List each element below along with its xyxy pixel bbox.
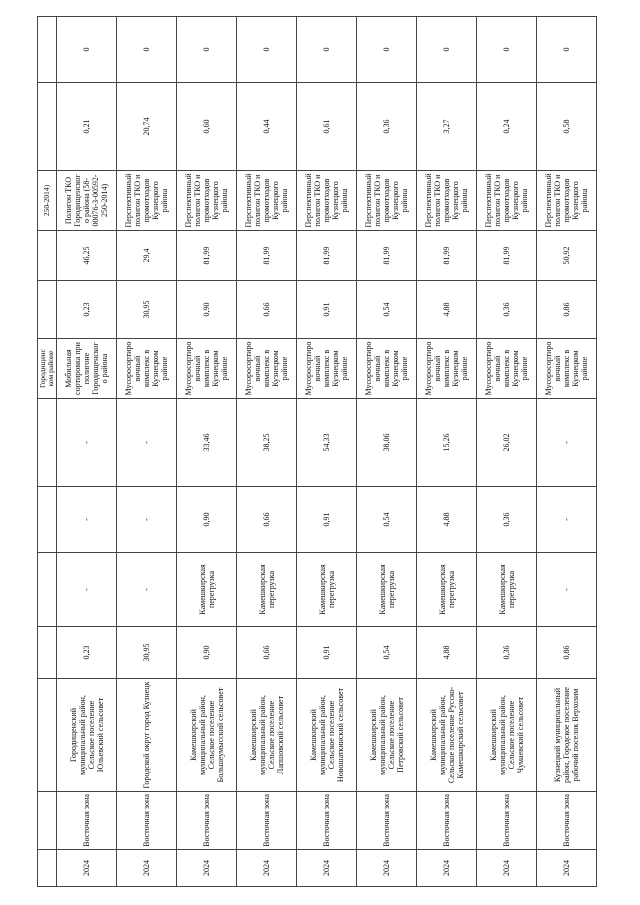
disposal-site-cell: Перспективный полигон ТКО и промотходов Кузнецкого района [417,171,477,231]
waste-volume-cell: 0,90 [177,627,237,679]
processing-volume-cell: 0,66 [237,281,297,339]
year-cell: 2024 [477,850,537,887]
zone-cell: Восточная зона [477,792,537,850]
header-cell-license: 250-2014) [38,171,57,231]
transfer-distance-cell: 54,33 [297,399,357,487]
transfer-volume-cell: 4,88 [417,487,477,553]
zone-cell: Восточная зона [297,792,357,850]
transfer-volume-cell: 0,66 [237,487,297,553]
municipality-cell: Камешкирский муниципальный район, Сельское поселение Новошаткинский сельсовет [297,679,357,792]
transfer-distance-cell: 15,26 [417,399,477,487]
year-cell: 2024 [177,850,237,887]
disposal-volume-cell: 0,61 [297,83,357,171]
disposal-volume-cell: 20,74 [117,83,177,171]
disposal-site-cell: Перспективный полигон ТКО и промотходов Кузнецкого района [537,171,597,231]
reuse-cell: 0 [357,17,417,83]
processing-facility-cell: Мусоросортировочный комплекс в Кузнецком районе [117,339,177,399]
header-cell-district: Городищенс ком районе [38,339,57,399]
transfer-volume-cell: - [57,487,117,553]
disposal-volume-cell: 0,58 [537,83,597,171]
waste-volume-cell: 0,91 [297,627,357,679]
transfer-station-cell: Камешкирская перегрузка [477,553,537,627]
processing-volume-cell: 0,91 [297,281,357,339]
transfer-distance-cell: 33,46 [177,399,237,487]
transfer-volume-cell: 0,90 [177,487,237,553]
header-cell [38,850,57,887]
transfer-volume-cell: - [117,487,177,553]
transfer-station-cell: - [57,553,117,627]
processing-facility-cell: Мобильная сортировка при полигоне Городищенского района [57,339,117,399]
reuse-cell: 0 [57,17,117,83]
processing-facility-cell: Мусоросортировочный комплекс в Кузнецком районе [177,339,237,399]
transfer-volume-cell: 0,36 [477,487,537,553]
header-cell [38,231,57,281]
header-cell [38,281,57,339]
municipality-cell: Камешкирский муниципальный район, Сельское поселение Русско-Камешкирский сельсовет [417,679,477,792]
table-row [237,17,297,887]
year-cell: 2024 [297,850,357,887]
processing-distance-cell: 46,25 [57,231,117,281]
processing-volume-cell: 0,23 [57,281,117,339]
year-cell: 2024 [417,850,477,887]
processing-distance-cell: 29,4 [117,231,177,281]
zone-cell: Восточная зона [537,792,597,850]
table-row [537,17,597,887]
year-cell: 2024 [237,850,297,887]
processing-distance-cell: 81,99 [297,231,357,281]
processing-volume-cell: 0,90 [177,281,237,339]
reuse-cell: 0 [477,17,537,83]
municipality-cell: Городищенский муниципальный район, Сельское поселение Юльевский сельсовет [57,679,117,792]
processing-distance-cell: 81,99 [237,231,297,281]
table-row [297,17,357,887]
waste-volume-cell: 0,54 [357,627,417,679]
year-cell: 2024 [117,850,177,887]
table-row [177,17,237,887]
disposal-site-cell: Перспективный полигон ТКО и промотходов Кузнецкого района [177,171,237,231]
header-cell [38,83,57,171]
table-row [117,17,177,887]
table-row [417,17,477,887]
table-body [38,17,597,887]
zone-cell: Восточная зона [177,792,237,850]
reuse-cell: 0 [297,17,357,83]
waste-volume-cell: 0,86 [537,627,597,679]
reuse-cell: 0 [537,17,597,83]
municipality-cell: Камешкирский муниципальный район, Сельское поселение Петровский сельсовет [357,679,417,792]
transfer-volume-cell: 0,91 [297,487,357,553]
table-row [477,17,537,887]
waste-volume-cell: 0,23 [57,627,117,679]
municipality-cell: Городской округ город Кузнецк [117,679,177,792]
header-cell [38,487,57,553]
transfer-distance-cell: - [57,399,117,487]
disposal-volume-cell: 3,27 [417,83,477,171]
transfer-distance-cell: - [117,399,177,487]
waste-flow-table [37,16,597,887]
transfer-station-cell: Камешкирская перегрузка [177,553,237,627]
transfer-distance-cell: 26,02 [477,399,537,487]
transfer-volume-cell: 0,54 [357,487,417,553]
table-row [57,17,117,887]
municipality-cell: Камешкирский муниципальный район, Сельское поселение Большеумысский сельсовет [177,679,237,792]
transfer-volume-cell: - [537,487,597,553]
header-cell [38,17,57,83]
transfer-station-cell: - [537,553,597,627]
header-cell [38,792,57,850]
header-row [38,17,57,887]
table-row [357,17,417,887]
zone-cell: Восточная зона [237,792,297,850]
transfer-distance-cell: 38,06 [357,399,417,487]
header-cell [38,399,57,487]
processing-volume-cell: 30,95 [117,281,177,339]
waste-volume-cell: 4,88 [417,627,477,679]
disposal-volume-cell: 0,24 [477,83,537,171]
processing-distance-cell: 81,99 [477,231,537,281]
zone-cell: Восточная зона [57,792,117,850]
waste-volume-cell: 0,36 [477,627,537,679]
reuse-cell: 0 [417,17,477,83]
municipality-cell: Камешкирский муниципальный район, Сельское поселение Чумаевский сельсовет [477,679,537,792]
transfer-station-cell: Камешкирская перегрузка [357,553,417,627]
reuse-cell: 0 [237,17,297,83]
year-cell: 2024 [537,850,597,887]
zone-cell: Восточная зона [117,792,177,850]
disposal-site-cell: Полигон ТКО Городищенского района (58-00076-З-00592-250-2014) [57,171,117,231]
transfer-station-cell: - [117,553,177,627]
disposal-volume-cell: 0,60 [177,83,237,171]
processing-facility-cell: Мусоросортировочный комплекс в Кузнецком районе [237,339,297,399]
year-cell: 2024 [57,850,117,887]
processing-facility-cell: Мусоросортировочный комплекс в Кузнецком районе [537,339,597,399]
processing-facility-cell: Мусоросортировочный комплекс в Кузнецком районе [477,339,537,399]
municipality-cell: Камешкирский муниципальный район, Сельское поселение Лапшовский сельсовет [237,679,297,792]
transfer-distance-cell: 38,25 [237,399,297,487]
zone-cell: Восточная зона [357,792,417,850]
disposal-volume-cell: 0,21 [57,83,117,171]
transfer-station-cell: Камешкирская перегрузка [297,553,357,627]
disposal-site-cell: Перспективный полигон ТКО и промотходов Кузнецкого района [477,171,537,231]
municipality-cell: Кузнецкий муниципальный район, Городское поселение рабочий поселок Верхозим [537,679,597,792]
reuse-cell: 0 [177,17,237,83]
disposal-site-cell: Перспективный полигон ТКО и промотходов Кузнецкого района [297,171,357,231]
processing-distance-cell: 81,99 [417,231,477,281]
processing-volume-cell: 0,86 [537,281,597,339]
waste-volume-cell: 0,66 [237,627,297,679]
waste-volume-cell: 30,95 [117,627,177,679]
disposal-volume-cell: 0,36 [357,83,417,171]
zone-cell: Восточная зона [417,792,477,850]
processing-facility-cell: Мусоросортировочный комплекс в Кузнецком районе [357,339,417,399]
header-cell [38,553,57,627]
processing-distance-cell: 81,99 [177,231,237,281]
disposal-site-cell: Перспективный полигон ТКО и промотходов Кузнецкого района [357,171,417,231]
year-cell: 2024 [357,850,417,887]
disposal-site-cell: Перспективный полигон ТКО и промотходов Кузнецкого района [237,171,297,231]
header-cell [38,627,57,679]
header-cell [38,679,57,792]
processing-distance-cell: 81,99 [357,231,417,281]
disposal-volume-cell: 0,44 [237,83,297,171]
transfer-station-cell: Камешкирская перегрузка [417,553,477,627]
processing-volume-cell: 4,88 [417,281,477,339]
processing-distance-cell: 50,92 [537,231,597,281]
reuse-cell: 0 [117,17,177,83]
disposal-site-cell: Перспективный полигон ТКО и промотходов Кузнецкого района [117,171,177,231]
processing-facility-cell: Мусоросортировочный комплекс в Кузнецком районе [417,339,477,399]
processing-volume-cell: 0,54 [357,281,417,339]
processing-volume-cell: 0,36 [477,281,537,339]
processing-facility-cell: Мусоросортировочный комплекс в Кузнецком районе [297,339,357,399]
transfer-station-cell: Камешкирская перегрузка [237,553,297,627]
transfer-distance-cell: - [537,399,597,487]
